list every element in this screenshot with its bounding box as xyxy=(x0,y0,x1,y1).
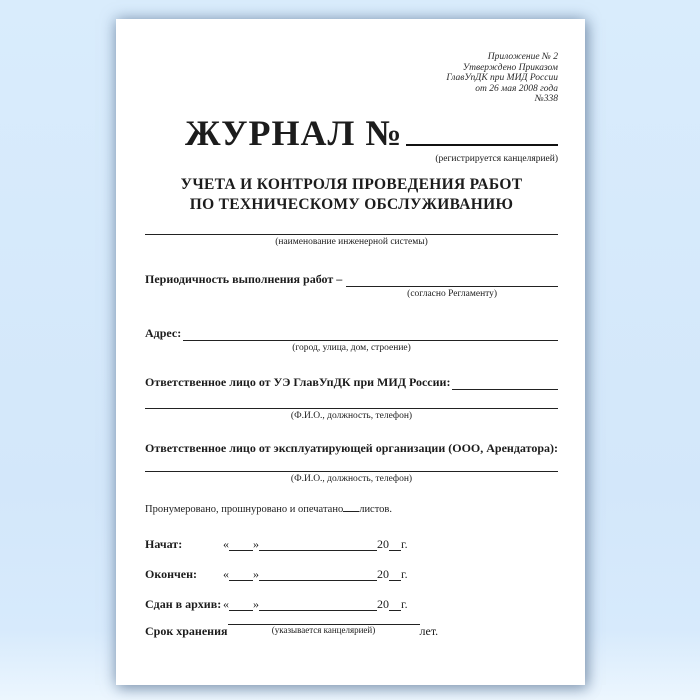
responsible-ue-row xyxy=(145,375,558,390)
started-label: Начат: xyxy=(145,536,183,551)
year-blank xyxy=(389,537,401,551)
approval-line: ГлавУпДК при МИД России xyxy=(446,73,558,84)
address-caption: (город, улица, дом, строение) xyxy=(292,342,411,353)
storage-unit: лет. xyxy=(419,623,439,638)
fio-caption-2: (Ф.И.О., должность, телефон) xyxy=(290,473,413,484)
year-prefix: 20 xyxy=(377,596,389,611)
month-blank xyxy=(259,567,377,581)
year-blank xyxy=(389,567,401,581)
responsible-org-label: Ответственное лицо от эксплуатирующей организации (ООО, Арендатора): xyxy=(145,440,558,455)
quote-close: » xyxy=(253,536,259,551)
address-label: Адрес: xyxy=(145,325,182,340)
month-blank xyxy=(259,597,377,611)
quote-open: « xyxy=(223,536,229,551)
year-suffix: г. xyxy=(401,596,408,611)
periodicity-blank-line xyxy=(346,272,558,287)
address-blank-line xyxy=(183,326,558,341)
finished-label: Окончен: xyxy=(145,566,198,581)
quote-close: » xyxy=(253,566,259,581)
year-blank xyxy=(389,597,401,611)
document-subtitle xyxy=(145,175,558,215)
year-suffix: г. xyxy=(401,566,408,581)
subtitle-line-2: ПО ТЕХНИЧЕСКОМУ ОБСЛУЖИВАНИЮ xyxy=(189,195,514,213)
year-prefix: 20 xyxy=(377,566,389,581)
fio-blank-line-1 xyxy=(145,408,558,409)
journal-title: ЖУРНАЛ № xyxy=(185,112,403,153)
fio-caption-1: (Ф.И.О., должность, телефон) xyxy=(290,410,413,421)
archived-row xyxy=(145,597,558,612)
sheets-count-blank xyxy=(343,498,359,512)
periodicity-blank-group xyxy=(346,272,558,300)
periodicity-row xyxy=(145,272,558,300)
numbered-sheets-row xyxy=(145,498,558,516)
storage-row xyxy=(145,624,558,639)
journal-number-caption: (регистрируется канцелярией) xyxy=(435,153,558,164)
responsible-org-row xyxy=(145,441,558,456)
fio-blank-line-2 xyxy=(145,471,558,472)
approval-line: Приложение № 2 xyxy=(487,52,558,62)
storage-label: Срок хранения xyxy=(145,623,228,638)
day-blank xyxy=(229,567,253,581)
storage-blank-group xyxy=(228,624,420,636)
numbered-sheets-suffix: листов. xyxy=(359,503,393,515)
day-blank xyxy=(229,597,253,611)
journal-title-row xyxy=(185,112,558,153)
address-row xyxy=(145,326,558,341)
periodicity-label: Периодичность выполнения работ – xyxy=(145,271,343,286)
finished-row xyxy=(145,567,558,582)
archived-label: Сдан в архив: xyxy=(145,596,222,611)
approval-line: от 26 мая 2008 года xyxy=(475,83,558,94)
day-blank xyxy=(229,537,253,551)
journal-number-blank-line xyxy=(406,144,559,146)
approval-line: №338 xyxy=(534,94,558,105)
year-prefix: 20 xyxy=(377,536,389,551)
responsible-ue-blank-line xyxy=(452,375,558,390)
document-page xyxy=(116,19,585,685)
responsible-ue-label: Ответственное лицо от УЭ ГлавУпДК при МИД России: xyxy=(145,374,451,389)
quote-open: « xyxy=(223,596,229,611)
approval-line: Утверждено Приказом xyxy=(462,62,558,73)
storage-caption: (указывается канцелярией) xyxy=(271,624,376,635)
system-name-caption: (наименование инженерной системы) xyxy=(275,236,428,247)
month-blank xyxy=(259,537,377,551)
subtitle-line-1: УЧЕТА И КОНТРОЛЯ ПРОВЕДЕНИЯ РАБОТ xyxy=(180,175,523,193)
numbered-sheets-prefix: Пронумеровано, прошнуровано и опечатано xyxy=(145,503,344,515)
started-row xyxy=(145,537,558,552)
page-content xyxy=(116,52,585,639)
system-name-blank-line xyxy=(145,234,558,235)
year-suffix: г. xyxy=(401,536,408,551)
quote-open: « xyxy=(223,566,229,581)
approval-block xyxy=(145,52,558,105)
periodicity-caption: (согласно Регламенту) xyxy=(407,288,498,299)
quote-close: » xyxy=(253,596,259,611)
